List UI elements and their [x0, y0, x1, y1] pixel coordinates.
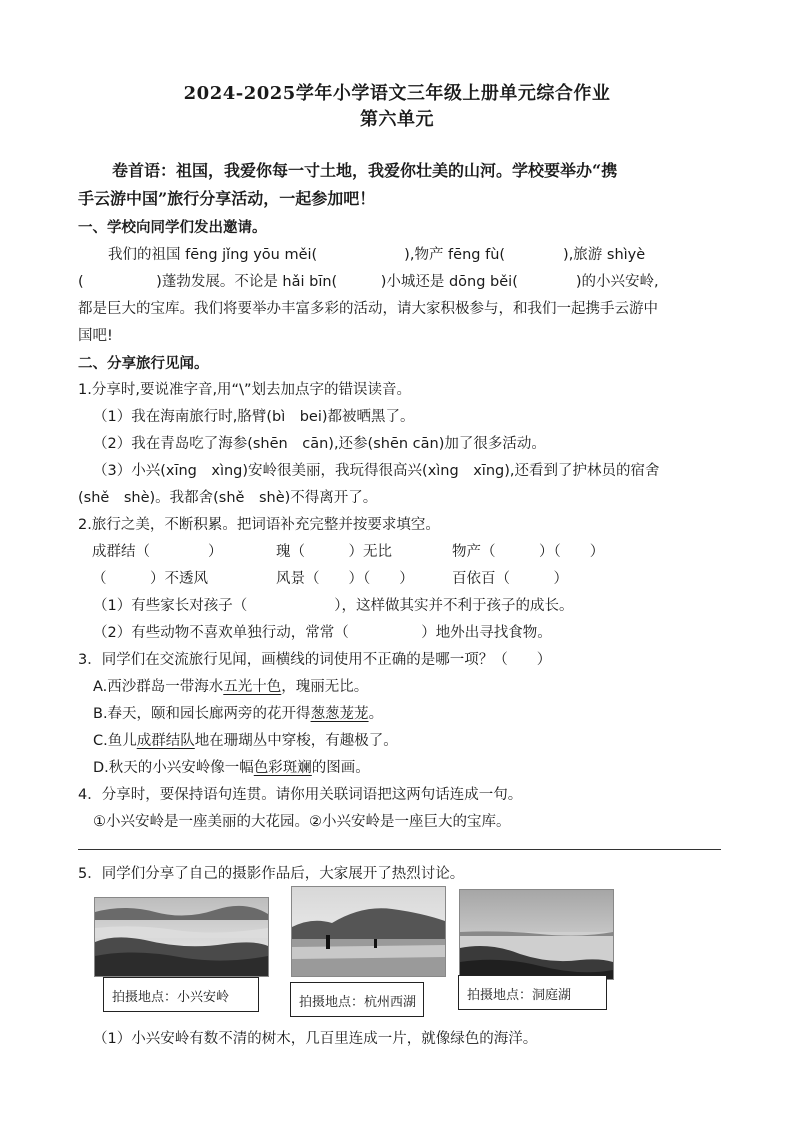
- q3-option-c-text: C.鱼儿: [93, 733, 137, 749]
- page-title: 2024-2025学年小学语文三年级上册单元综合作业: [183, 83, 611, 104]
- q3-option-d-end: 的图画。: [311, 760, 370, 776]
- q4-stem: 4．分享时，要保持语句连贯。请你用关联词语把这两句话连成一句。: [78, 787, 523, 803]
- q3-option-d-text: D.秋天的小兴安岭像一幅: [93, 760, 254, 776]
- q2-word-4: （ ）不透风: [92, 571, 208, 587]
- q1-item-2: （2）我在青岛吃了海参(shēn cān),还参(shēn cān)加了很多活动。: [93, 436, 546, 452]
- q3-option-c-underlined: 成群结队: [136, 733, 195, 749]
- photo-xiaoxinganling: [94, 897, 269, 977]
- caption-photo-1: 拍摄地点：小兴安岭: [103, 977, 259, 1012]
- intro-line-2: 手云游中国”旅行分享活动，一起参加吧！: [78, 189, 376, 208]
- section1-paragraph-line-3: 都是巨大的宝库。我们将要举办丰富多彩的活动，请大家积极参与，和我们一起携手云游中: [78, 301, 658, 317]
- q3-option-b: [93, 702, 383, 723]
- section1-paragraph-line-2: ( )蓬勃发展。不论是 hǎi bīn( )小城还是 dōng běi( )的小兴安岭,: [78, 274, 659, 290]
- q2-word-3: 物产（ ）（ ）: [452, 544, 605, 560]
- q3-option-d-underlined: 色彩斑斓: [253, 760, 312, 776]
- q4-sentences: ①小兴安岭是一座美丽的大花园。②小兴安岭是一座巨大的宝库。: [93, 814, 511, 830]
- q3-stem: 3．同学们在交流旅行见闻，画横线的词使用不正确的是哪一项？（ ）: [78, 652, 552, 668]
- q2-stem: 2.旅行之美，不断积累。把词语补充完整并按要求填空。: [78, 517, 440, 533]
- lakeshore-image: [460, 890, 613, 979]
- q2-word-2: 瑰（ ）无比: [276, 544, 392, 560]
- misty-mountain-image: [95, 898, 268, 976]
- q2-sentence-1: （1）有些家长对孩子（ ），这样做其实并不利于孩子的成长。: [93, 598, 574, 614]
- section1-paragraph-line-4: 国吧!: [78, 328, 113, 344]
- photo-west-lake: [291, 886, 446, 977]
- intro-line-1: 卷首语：祖国，我爱你每一寸土地，我爱你壮美的山河。学校要举办“携: [112, 161, 618, 180]
- section-divider: [78, 849, 721, 850]
- q3-option-d: [93, 756, 370, 777]
- q3-option-a-underlined: 五光十色: [223, 679, 282, 695]
- q2-sentence-2: （2）有些动物不喜欢单独行动，常常（ ）地外出寻找食物。: [93, 625, 552, 641]
- caption-photo-3: 拍摄地点：洞庭湖: [458, 975, 607, 1010]
- unit-subtitle: 第六单元: [360, 109, 434, 130]
- q1-stem: 1.分享时,要说准字音,用“\”划去加点字的错误读音。: [78, 382, 411, 398]
- q2-word-6: 百依百（ ）: [452, 571, 568, 587]
- q2-word-5: 风景（ ）（ ）: [276, 571, 414, 587]
- q3-option-a-end: ，瑰丽无比。: [281, 679, 369, 695]
- q3-option-b-text: B.春天，颐和园长廊两旁的花开得: [93, 706, 311, 722]
- q3-option-c: [93, 729, 398, 750]
- q1-item-3: （3）小兴(xīng xìng)安岭很美丽，我玩得很高兴(xìng xīng),还看到了护林员的宿舍: [93, 463, 660, 479]
- q3-option-b-end: 。: [368, 706, 384, 722]
- q3-option-a: [93, 675, 368, 696]
- caption-photo-2: 拍摄地点：杭州西湖: [290, 982, 424, 1017]
- q1-item-1: （1）我在海南旅行时,胳臂(bì bei)都被晒黑了。: [93, 409, 415, 425]
- q3-option-c-end: 地在珊瑚丛中穿梭，有趣极了。: [194, 733, 398, 749]
- section2-heading: 二、分享旅行见闻。: [78, 356, 209, 372]
- q5-stem: 5．同学们分享了自己的摄影作品后，大家展开了热烈讨论。: [78, 866, 465, 882]
- q1-item-3-continued: (shě shè)。我都舍(shě shè)不得离开了。: [78, 490, 378, 506]
- lake-landscape-image: [292, 887, 445, 976]
- section1-heading: 一、学校向同学们发出邀请。: [78, 220, 267, 236]
- photo-dongting-lake: [459, 889, 614, 980]
- q3-option-a-text: A.西沙群岛一带海水: [93, 679, 224, 695]
- q3-option-b-underlined: 葱葱茏茏: [310, 706, 369, 722]
- q2-word-1: 成群结（ ）: [92, 544, 223, 560]
- section1-paragraph-line-1: 我们的祖国 fēng jǐng yōu měi( ),物产 fēng fù( ),旅游 shìyè: [108, 247, 646, 263]
- q5-sentence-1: （1）小兴安岭有数不清的树木，几百里连成一片，就像绿色的海洋。: [93, 1031, 538, 1047]
